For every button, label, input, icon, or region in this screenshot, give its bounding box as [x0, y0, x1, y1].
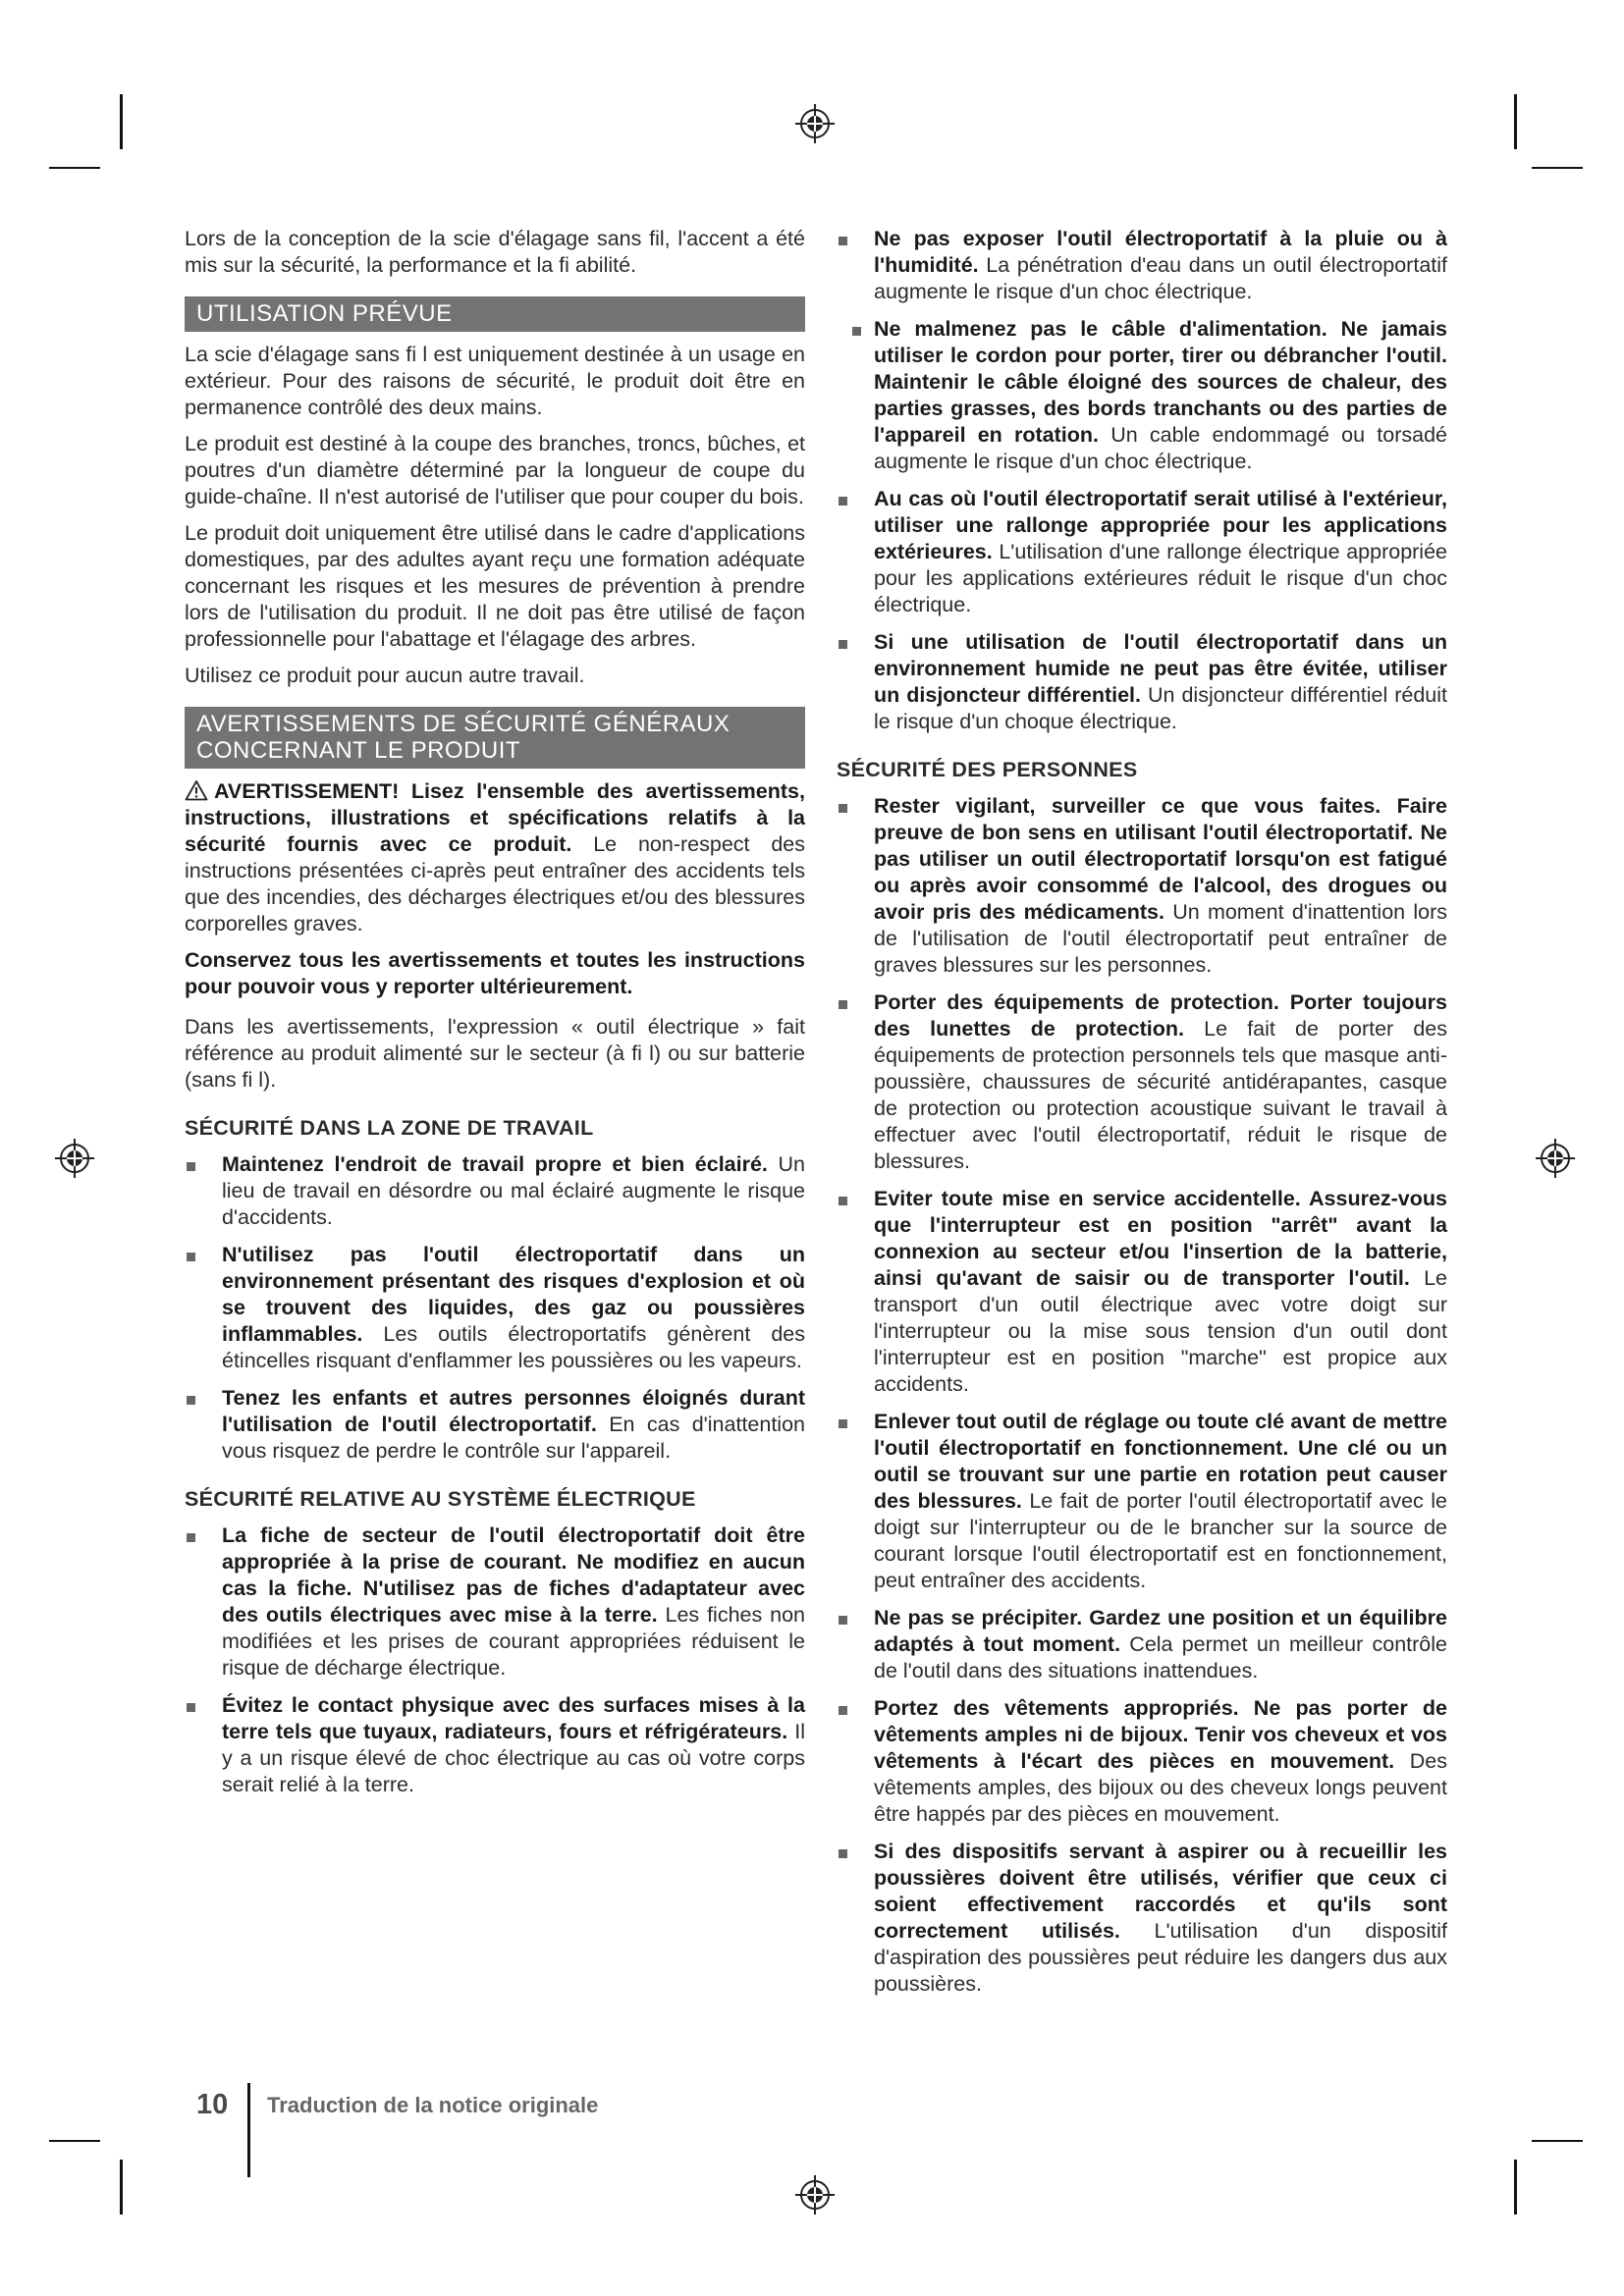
item-bold-text: Rester vigilant, surveiller ce que vous faites. Faire preuve de bon sens en utilisant l'outil électroportatif. Ne pas utiliser un outil électroportatif lorsqu'on est fatigué ou après avoir consommé de l'alcool, des drogues ou avoir pris des médicaments. [874, 794, 1447, 924]
paragraph: Le produit doit uniquement être utilisé dans le cadre d'applications domestiques, par des adultes ayant reçu une formation adéquate concernant les risques et les mesures de prévention à prendre lors de l'utilisation du produit. Il ne doit pas être utilisé de façon professionnelle pour l'abattage et l'élagage des arbres. [185, 521, 805, 651]
list-item [837, 989, 1447, 1175]
crop-mark [1532, 167, 1583, 169]
bullet-icon [839, 1197, 847, 1205]
item-text: Le fait de porter l'outil électroportatif avec le doigt sur l'interrupteur ou de le brancher sur la source de courant lorsque l'outil électroportatif est en fonctionnement, peut entraîner des accidents. [874, 1489, 1447, 1592]
bullet-icon [839, 1706, 847, 1715]
subheading-electrical-safety: SÉCURITÉ RELATIVE AU SYSTÈME ÉLECTRIQUE [185, 1487, 696, 1511]
item-text: L'utilisation d'un dispositif d'aspiration des poussières peut réduire les dangers dus aux poussières. [874, 1919, 1447, 1996]
warning-triangle-icon [185, 779, 208, 801]
list-item [837, 1186, 1447, 1398]
crop-mark [120, 2160, 123, 2215]
work-area-list [185, 1151, 805, 1465]
list-item [185, 1242, 805, 1374]
item-bold-text: Si une utilisation de l'outil électroportatif dans un environnement humide ne peut pas être évitée, utiliser un disjoncteur différentiel. [874, 630, 1447, 707]
bullet-icon [839, 804, 847, 813]
bullet-icon [839, 237, 847, 245]
electrical-list-continued [837, 226, 1447, 735]
item-bold-text: Au cas où l'outil électroportatif serait utilisé à l'extérieur, utiliser une rallonge appropriée pour les applications extérieures. [874, 487, 1447, 563]
footer-title: Traduction de la notice originale [267, 2093, 599, 2117]
subheading-work-area: SÉCURITÉ DANS LA ZONE DE TRAVAIL [185, 1116, 594, 1140]
bullet-icon [187, 1396, 195, 1405]
bullet-icon [839, 640, 847, 649]
bullet-icon [839, 1616, 847, 1625]
warning-bold-text: AVERTISSEMENT! Lisez l'ensemble des avertissements, instructions, illustrations et spécifications relatifs à la sécurité fournis avec ce produit. [185, 779, 805, 856]
footer-divider [247, 2083, 250, 2177]
registration-mark-icon [793, 102, 837, 145]
list-item [837, 1409, 1447, 1594]
registration-mark-icon [53, 1137, 96, 1180]
list-item [837, 1605, 1447, 1684]
item-text: En cas d'inattention vous risquez de perdre le contrôle sur l'appareil. [222, 1413, 805, 1463]
item-bold-text: Maintenez l'endroit de travail propre et bien éclairé. [222, 1152, 768, 1176]
crop-mark [120, 94, 123, 149]
list-item [185, 1522, 805, 1682]
bullet-icon [187, 1253, 195, 1261]
item-text: Le transport d'un outil électrique avec votre doigt sur l'interrupteur ou la mise sous tension d'un outil dont l'interrupteur est en position "marche" est propice aux accidents. [874, 1266, 1447, 1396]
paragraph: La scie d'élagage sans fi l est uniquement destinée à un usage en extérieur. Pour des raisons de sécurité, le produit doit être en permanence contrôlé des deux mains. [185, 343, 805, 419]
item-bold-text: Eviter toute mise en service accidentelle. Assurez-vous que l'interrupteur est en position "arrêt" avant la connexion au secteur et/ou l'insertion de la batterie, ainsi qu'avant de saisir ou de transporter l'outil. [874, 1187, 1447, 1290]
electrical-list [185, 1522, 805, 1798]
bullet-icon [187, 1533, 195, 1542]
list-item [837, 486, 1447, 618]
bullet-icon [852, 327, 861, 336]
warning-paragraph [185, 778, 805, 937]
item-bold-text: Tenez les enfants et autres personnes éloignés durant l'utilisation de l'outil électroportatif. [222, 1386, 805, 1436]
item-text: Un disjoncteur différentiel réduit le risque d'un choque électrique. [874, 683, 1447, 733]
list-item [837, 629, 1447, 735]
item-bold-text: Évitez le contact physique avec des surfaces mises à la terre tels que tuyaux, radiateurs, fours et réfrigérateurs. [222, 1693, 805, 1743]
bullet-icon [839, 497, 847, 506]
item-text: La pénétration d'eau dans un outil électroportatif augmente le risque d'un choc électrique. [874, 253, 1447, 303]
personal-safety-list [837, 793, 1447, 1998]
item-bold-text: Si des dispositifs servant à aspirer ou à recueillir les poussières doivent être utilisés, vérifier que ceux ci soient effectivement raccordés et qu'ils sont correctement utilisés. [874, 1840, 1447, 1943]
list-item [837, 1695, 1447, 1828]
item-bold-text: Ne pas se précipiter. Gardez une position et un équilibre adaptés à tout moment. [874, 1606, 1447, 1656]
paragraph: Utilisez ce produit pour aucun autre travail. [185, 664, 585, 687]
warning-text: Le non-respect des instructions présentées ci-après peut entraîner des accidents tels que des incendies, des décharges électriques et/ou des blessures corporelles graves. [185, 832, 805, 935]
item-text: Les fiches non modifiées et les prises de courant appropriées réduisent le risque de décharge électrique. [222, 1603, 805, 1680]
registration-mark-icon [793, 2173, 837, 2216]
page-number: 10 [196, 2089, 229, 2120]
bullet-icon [187, 1703, 195, 1712]
item-text: Un lieu de travail en désordre ou mal éclairé augmente le risque d'accidents. [222, 1152, 805, 1229]
left-column [185, 226, 805, 1809]
item-text: Des vêtements amples, des bijoux ou des cheveux longs peuvent être happés par des pièces en mouvement. [874, 1749, 1447, 1826]
item-bold-text: La fiche de secteur de l'outil électroportatif doit être appropriée à la prise de courant. Ne modifiez en aucun cas la fiche. N'utilisez pas de fiches d'adaptateur avec des outils électriques avec mise à la terre. [222, 1523, 805, 1627]
item-bold-text: N'utilisez pas l'outil électroportatif dans un environnement présentant des risques d'explosion et où se trouvent des liquides, des gaz ou poussières inflammables. [222, 1243, 805, 1346]
section-heading-line: AVERTISSEMENTS DE SÉCURITÉ GÉNÉRAUX [196, 711, 731, 737]
section-heading-general-safety [185, 707, 805, 769]
item-text: Le fait de porter des équipements de protection personnels tels que masque anti-poussière, chaussures de sécurité antidérapantes, casque de protection ou protection acoustique suivant le travail à effectuer avec l'outil électroportatif, réduit le risque de blessures. [874, 1017, 1447, 1173]
bullet-icon [187, 1162, 195, 1171]
list-item [856, 316, 1447, 475]
crop-mark [49, 167, 100, 169]
crop-mark [1514, 94, 1517, 149]
subheading-personal-safety: SÉCURITÉ DES PERSONNES [837, 758, 1138, 781]
item-text: Il y a un risque élevé de choc électrique au cas où votre corps serait relié à la terre. [222, 1720, 805, 1796]
item-bold-text: Portez des vêtements appropriés. Ne pas porter de vêtements amples ni de bijoux. Tenir vos cheveux et vos vêtements à l'écart des pièces en mouvement. [874, 1696, 1447, 1773]
section-heading-line: CONCERNANT LE PRODUIT [196, 737, 521, 764]
paragraph: Le produit est destiné à la coupe des branches, troncs, bûches, et poutres d'un diamètre déterminé par la longueur de coupe du guide-chaîne. Il n'est autorisé de l'utiliser que pour couper du bois. [185, 432, 805, 508]
crop-mark [49, 2140, 100, 2142]
bullet-icon [839, 1849, 847, 1858]
item-text: L'utilisation d'une rallonge électrique appropriée pour les applications extérieures réduit le risque d'un choc électrique. [874, 540, 1447, 616]
intro-paragraph: Lors de la conception de la scie d'élagage sans fil, l'accent a été mis sur la sécurité, la performance et la fi abilité. [185, 227, 805, 277]
bullet-icon [839, 1000, 847, 1009]
list-item [837, 1839, 1447, 1998]
crop-mark [1514, 2160, 1517, 2215]
registration-mark-icon [1534, 1137, 1577, 1180]
item-bold-text: Enlever tout outil de réglage ou toute clé avant de mettre l'outil électroportatif en fonctionnement. Une clé ou un outil se trouvant sur une partie en rotation peut causer des blessures. [874, 1410, 1447, 1513]
item-text: Les outils électroportatifs génèrent des étincelles risquant d'enflammer les poussières ou les vapeurs. [222, 1322, 805, 1372]
keep-instructions-text: Conservez tous les avertissements et toutes les instructions pour pouvoir vous y reporter ultérieurement. [185, 948, 805, 998]
right-column [837, 226, 1447, 2008]
bullet-icon [839, 1419, 847, 1428]
crop-mark [1532, 2140, 1583, 2142]
list-item [185, 1385, 805, 1465]
item-bold-text: Ne pas exposer l'outil électroportatif à la pluie ou à l'humidité. [874, 227, 1447, 277]
item-text: Un moment d'inattention lors de l'utilisation de l'outil électroportatif peut entraîner de graves blessures sur les personnes. [874, 900, 1448, 977]
list-item [837, 226, 1447, 305]
item-text: Cela permet un meilleur contrôle de l'outil dans des situations inattendues. [874, 1632, 1447, 1682]
item-bold-text: Porter des équipements de protection. Porter toujours des lunettes de protection. [874, 990, 1447, 1041]
item-text: Un cable endommagé ou torsadé augmente le risque d'un choc électrique. [874, 423, 1447, 473]
list-item [185, 1692, 805, 1798]
section-heading-intended-use: UTILISATION PRÉVUE [185, 296, 805, 332]
list-item [837, 793, 1447, 979]
definition-paragraph: Dans les avertissements, l'expression « outil électrique » fait référence au produit alimenté sur le secteur (à fi l) ou sur batterie (sans fi l). [185, 1015, 805, 1092]
item-bold-text: Ne malmenez pas le câble d'alimentation. Ne jamais utiliser le cordon pour porter, tirer ou débrancher l'outil. Maintenir le câble éloigné des sources de chaleur, des parties grasses, des bords tranchants ou des parties de l'appareil en rotation. [874, 317, 1447, 447]
list-item [185, 1151, 805, 1231]
